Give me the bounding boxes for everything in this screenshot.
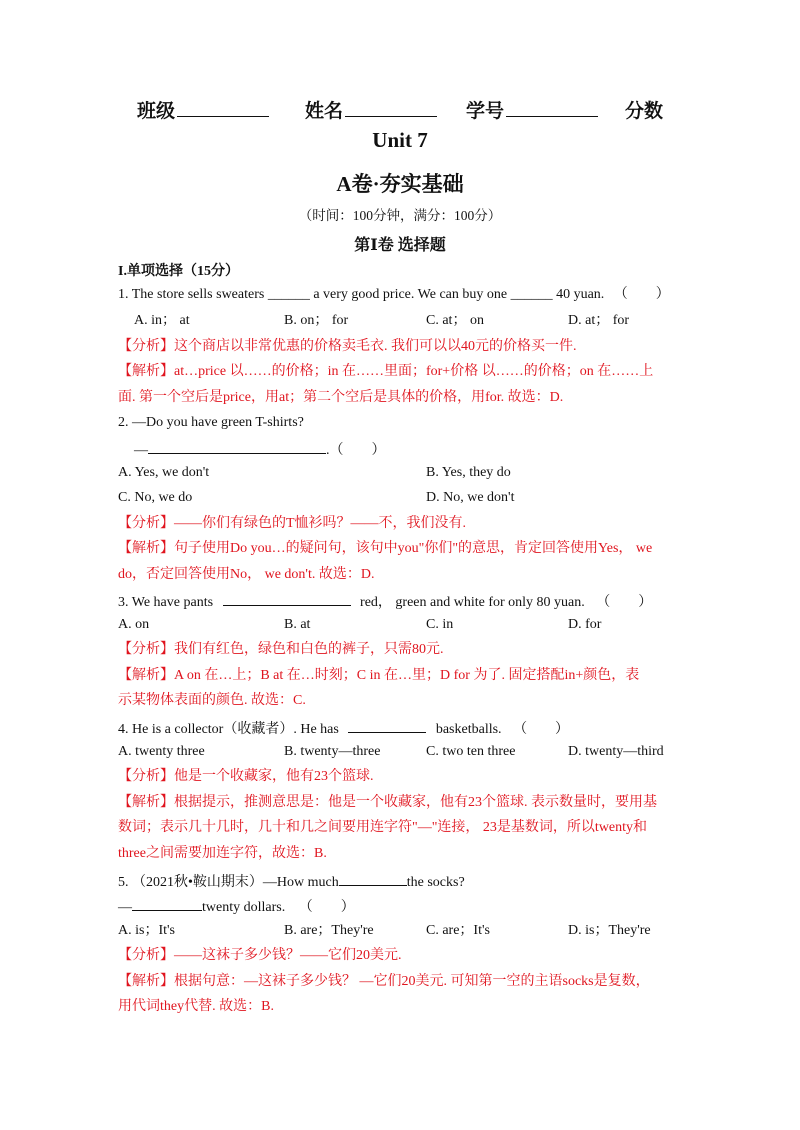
id-blank[interactable] [506, 98, 598, 117]
q4-option-d[interactable]: D. twenty—third [568, 744, 664, 759]
name-field [305, 96, 437, 123]
q2-analysis: 【分析】——你们有绿色的T恤衫吗？——不，我们没有. [118, 516, 467, 531]
q4-option-a[interactable]: A. twenty three [118, 744, 205, 759]
class-blank[interactable] [177, 98, 269, 117]
q5-option-a[interactable]: A. is；It's [118, 923, 175, 938]
q1-option-c[interactable]: C. at； on [426, 313, 484, 328]
q3-answer-paren: （ ） [596, 595, 653, 610]
q1-answer-paren: （ ） [613, 287, 670, 302]
q5-reply-text: twenty dollars. [202, 900, 286, 915]
q1-stem-text: 1. The store sells sweaters ______ a very good price. We can buy one ______ 40 yuan. [118, 287, 605, 302]
score-label: 分数 [625, 101, 664, 122]
q5-answer-paren: （ ） [298, 900, 355, 915]
q1-option-d[interactable]: D. at； for [568, 313, 630, 328]
q1-option-a[interactable]: A. in； at [134, 313, 190, 328]
class-label: 班级 [137, 101, 176, 122]
q2-option-b[interactable]: B. Yes, they do [426, 465, 511, 480]
q3-blank[interactable] [223, 591, 351, 606]
q3-option-b[interactable]: B. at [284, 617, 311, 632]
id-label: 学号 [466, 101, 505, 122]
q5-reply [118, 896, 355, 917]
q4-stem-text-b: basketballs. [435, 722, 502, 737]
q3-option-c[interactable]: C. in [426, 617, 454, 632]
part-title: 第Ⅰ卷 选择题 [354, 237, 446, 254]
q2-reply [134, 439, 386, 460]
q3-stem-text-b: red， green and white for only 80 yuan. [360, 595, 585, 610]
q5-option-d[interactable]: D. is；They're [568, 923, 651, 938]
q4-stem [118, 718, 569, 739]
id-field [466, 96, 598, 123]
q5-blank-2[interactable] [132, 896, 202, 911]
score-field [625, 96, 663, 123]
q3-stem-text-a: 3. We have pants [118, 595, 214, 610]
q1-explanation-1: 【解析】at…price 以……的价格；in 在……里面；for+价格 以……的价格；on 在……上 [118, 364, 654, 379]
q2-explanation-2: do，否定回答使用No， we don't. 故选：D. [118, 567, 375, 582]
q5-explanation-1: 【解析】根据句意：—这袜子多少钱？ —它们20美元. 可知第一空的主语socks是复数， [118, 974, 650, 989]
q3-explanation-1: 【解析】A on 在…上；B at 在…时刻；C in 在…里；D for 为了. 固定搭配in+颜色，表 [118, 668, 640, 683]
q4-explanation-1: 【解析】根据提示，推测意思是：他是一个收藏家，他有23个篮球. 表示数量时，要用基 [118, 795, 657, 810]
q5-analysis: 【分析】——这袜子多少钱？——它们20美元. [118, 948, 402, 963]
q4-answer-paren: （ ） [513, 722, 570, 737]
q4-explanation-2: 数词；表示几十几时，几十和几之间要用连字符"—"连接， 23是基数词，所以twenty和 [118, 820, 648, 835]
q3-explanation-2: 示某物体表面的颜色. 故选：C. [118, 693, 306, 708]
q5-stem-text-a: 5. （2021秋•鞍山期末）—How much [118, 875, 339, 890]
q5-option-c[interactable]: C. are；It's [426, 923, 490, 938]
q4-option-c[interactable]: C. two ten three [426, 744, 516, 759]
q3-option-a[interactable]: A. on [118, 617, 150, 632]
q3-analysis: 【分析】我们有红色，绿色和白色的裤子，只需80元. [118, 642, 444, 657]
q2-option-a[interactable]: A. Yes, we don't [118, 465, 210, 480]
q5-stem [118, 871, 465, 892]
name-blank[interactable] [345, 98, 437, 117]
q2-option-c[interactable]: C. No, we do [118, 490, 193, 505]
q4-explanation-3: three之间需要加连字符，故选：B. [118, 846, 327, 861]
unit-title: Unit 7 [372, 128, 428, 152]
name-label: 姓名 [305, 101, 344, 122]
q5-blank-1[interactable] [339, 871, 407, 886]
q3-stem [118, 591, 652, 612]
q5-reply-dash: — [118, 900, 132, 915]
time-note: （时间：100分钟，满分：100分） [298, 208, 502, 223]
q1-stem [118, 286, 670, 304]
q4-option-b[interactable]: B. twenty—three [284, 744, 381, 759]
q1-analysis: 【分析】这个商店以非常优惠的价格卖毛衣. 我们可以以40元的价格买一件. [118, 339, 577, 354]
q3-option-d[interactable]: D. for [568, 617, 602, 632]
q1-option-b[interactable]: B. on； for [284, 313, 349, 328]
q2-option-d[interactable]: D. No, we don't [426, 490, 515, 505]
q5-stem-text-b: the socks? [406, 875, 465, 890]
section-heading: I.单项选择（15分） [118, 264, 239, 279]
q4-stem-text-a: 4. He is a collector（收藏者）. He has [118, 722, 339, 737]
class-field [137, 96, 269, 123]
q2-explanation-1: 【解析】句子使用Do you…的疑问句，该句中you"你们"的意思，肯定回答使用Yes， we [118, 541, 653, 556]
q5-explanation-2: 用代词they代替. 故选：B. [118, 999, 274, 1014]
q2-stem: 2. —Do you have green T-shirts? [118, 415, 304, 430]
q2-answer-paren: .（ ） [326, 443, 386, 458]
q4-analysis: 【分析】他是一个收藏家，他有23个篮球. [118, 769, 374, 784]
q2-blank[interactable] [148, 439, 326, 454]
q5-option-b[interactable]: B. are；They're [284, 923, 374, 938]
section-title: A卷·夯实基础 [336, 172, 464, 196]
q4-blank[interactable] [348, 718, 426, 733]
q2-reply-dash: — [134, 443, 148, 458]
q1-explanation-2: 面. 第一个空后是price，用at；第二个空后是具体的价格，用for. 故选：D. [118, 390, 564, 405]
